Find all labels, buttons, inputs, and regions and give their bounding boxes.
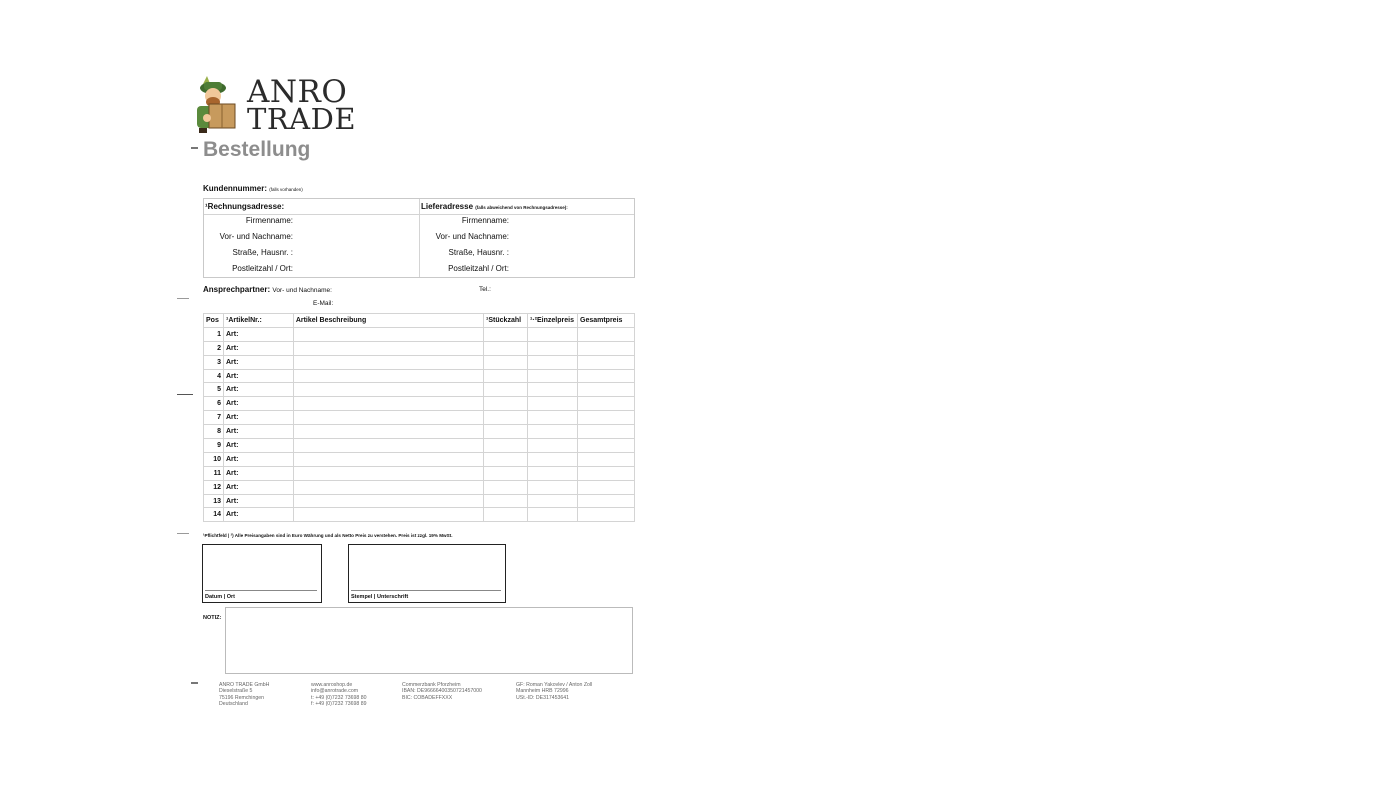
table-row (204, 452, 635, 466)
row-article-number[interactable]: Art: (223, 369, 293, 383)
contact-tel-label: Tel.: (479, 286, 491, 293)
row-unit-price[interactable] (528, 466, 578, 480)
row-total[interactable] (578, 341, 635, 355)
row-unit-price[interactable] (528, 355, 578, 369)
row-pos: 14 (204, 508, 224, 522)
row-total[interactable] (578, 494, 635, 508)
header-unit-price: ¹·²Einzelpreis (528, 314, 578, 328)
notes-field[interactable] (225, 607, 633, 674)
row-article-number[interactable]: Art: (223, 383, 293, 397)
billing-company-label: Firmenname: (245, 216, 293, 225)
header-total: Gesamtpreis (578, 314, 635, 328)
billing-street-label: Straße, Hausnr. : (232, 248, 293, 257)
table-row (204, 355, 635, 369)
table-row (204, 494, 635, 508)
row-unit-price[interactable] (528, 452, 578, 466)
row-total[interactable] (578, 466, 635, 480)
footer-contact: www.anroshop.de info@anrotrade.com t: +49 (0)7232 73698 80 f: +49 (0)7232 73698 89 (311, 682, 367, 708)
customer-number-note: (falls vorhanden) (269, 187, 303, 192)
date-place-label: Datum | Ort (205, 594, 235, 600)
row-unit-price[interactable] (528, 494, 578, 508)
row-unit-price[interactable] (528, 411, 578, 425)
row-description[interactable] (293, 494, 483, 508)
row-unit-price[interactable] (528, 341, 578, 355)
signature-line (205, 590, 317, 591)
row-quantity[interactable] (484, 369, 528, 383)
row-pos: 1 (204, 327, 224, 341)
delivery-heading (421, 202, 568, 211)
delivery-heading-note: (falls abweichend von Rechnungsadresse): (475, 205, 568, 210)
row-description[interactable] (293, 341, 483, 355)
row-total[interactable] (578, 327, 635, 341)
row-pos: 5 (204, 383, 224, 397)
row-quantity[interactable] (484, 341, 528, 355)
billing-heading: ¹Rechnungsadresse: (205, 202, 285, 211)
row-quantity[interactable] (484, 439, 528, 453)
delivery-postcode-label: Postleitzahl / Ort: (448, 264, 509, 273)
row-total[interactable] (578, 480, 635, 494)
row-unit-price[interactable] (528, 369, 578, 383)
row-article-number[interactable]: Art: (223, 452, 293, 466)
header-pos: Pos (204, 314, 224, 328)
table-row (204, 439, 635, 453)
row-article-number[interactable]: Art: (223, 466, 293, 480)
margin-tick (177, 298, 189, 299)
footer-registration: GF: Roman Yakovlev / Anton Zoll Mannheim HRB 72996 USt.-ID: DE317453641 (516, 682, 593, 701)
row-unit-price[interactable] (528, 425, 578, 439)
row-total[interactable] (578, 383, 635, 397)
row-total[interactable] (578, 508, 635, 522)
row-unit-price[interactable] (528, 397, 578, 411)
row-pos: 6 (204, 397, 224, 411)
row-total[interactable] (578, 369, 635, 383)
table-row (204, 411, 635, 425)
items-table (203, 313, 635, 522)
row-total[interactable] (578, 439, 635, 453)
footnote: ¹Pflichtfeld | ²) Alle Preisangaben sind in Euro Währung und als Netto Preis zu verstehen. Preis ist zzgl. 19% MwSt. (203, 533, 453, 538)
contact-name-label: Vor- und Nachname: (272, 287, 332, 294)
row-article-number[interactable]: Art: (223, 327, 293, 341)
divider (419, 199, 420, 277)
billing-name-label: Vor- und Nachname: (219, 232, 293, 241)
row-unit-price[interactable] (528, 480, 578, 494)
row-pos: 10 (204, 452, 224, 466)
table-row (204, 480, 635, 494)
logo-line1: ANRO (247, 74, 348, 110)
row-pos: 8 (204, 425, 224, 439)
row-unit-price[interactable] (528, 327, 578, 341)
row-pos: 9 (204, 439, 224, 453)
row-pos: 11 (204, 466, 224, 480)
row-quantity[interactable] (484, 480, 528, 494)
row-total[interactable] (578, 355, 635, 369)
row-description[interactable] (293, 369, 483, 383)
header-description: Artikel Beschreibung (293, 314, 483, 328)
header-article-number: ¹ArtikelNr.: (223, 314, 293, 328)
header-quantity: ¹Stückzahl (484, 314, 528, 328)
footer-bank: Commerzbank Pforzheim IBAN: DE96666400350721457000 BIC: COBADEFFXXX (402, 682, 482, 701)
row-pos: 7 (204, 411, 224, 425)
row-description[interactable] (293, 383, 483, 397)
row-description[interactable] (293, 355, 483, 369)
row-description[interactable] (293, 425, 483, 439)
page-title: Bestellung (203, 138, 311, 161)
notes-label: NOTIZ: (203, 615, 222, 621)
row-total[interactable] (578, 452, 635, 466)
contact-heading (203, 285, 332, 294)
row-description[interactable] (293, 439, 483, 453)
delivery-company-label: Firmenname: (461, 216, 509, 225)
row-article-number[interactable]: Art: (223, 397, 293, 411)
margin-tick (177, 533, 189, 534)
row-pos: 2 (204, 341, 224, 355)
table-header-row (204, 314, 635, 328)
row-pos: 13 (204, 494, 224, 508)
stamp-signature-label: Stempel | Unterschrift (351, 594, 409, 600)
row-quantity[interactable] (484, 466, 528, 480)
customer-number-text: Kundennummer: (203, 184, 267, 193)
delivery-heading-text: Lieferadresse (421, 202, 474, 211)
row-quantity[interactable] (484, 452, 528, 466)
row-description[interactable] (293, 411, 483, 425)
row-quantity[interactable] (484, 355, 528, 369)
row-description[interactable] (293, 508, 483, 522)
table-row (204, 383, 635, 397)
table-row (204, 327, 635, 341)
company-logo (193, 74, 357, 136)
row-pos: 4 (204, 369, 224, 383)
row-quantity[interactable] (484, 425, 528, 439)
margin-tick (177, 394, 193, 395)
row-article-number[interactable]: Art: (223, 494, 293, 508)
logo-line2: TRADE (247, 102, 357, 136)
margin-tick (191, 147, 198, 149)
delivery-street-label: Straße, Hausnr. : (448, 248, 509, 257)
row-quantity[interactable] (484, 383, 528, 397)
row-description[interactable] (293, 480, 483, 494)
table-row (204, 369, 635, 383)
table-row (204, 508, 635, 522)
table-row (204, 341, 635, 355)
contact-email-label: E-Mail: (313, 300, 334, 307)
row-total[interactable] (578, 411, 635, 425)
row-article-number[interactable]: Art: (223, 355, 293, 369)
table-row (204, 466, 635, 480)
row-description[interactable] (293, 397, 483, 411)
mascot-icon (193, 74, 249, 136)
row-total[interactable] (578, 425, 635, 439)
table-row (204, 425, 635, 439)
row-quantity[interactable] (484, 411, 528, 425)
row-unit-price[interactable] (528, 439, 578, 453)
row-article-number[interactable]: Art: (223, 341, 293, 355)
row-pos: 12 (204, 480, 224, 494)
customer-number-label (203, 184, 303, 193)
row-description[interactable] (293, 452, 483, 466)
contact-heading-text: Ansprechpartner: (203, 285, 271, 294)
delivery-name-label: Vor- und Nachname: (435, 232, 509, 241)
row-unit-price[interactable] (528, 383, 578, 397)
row-quantity[interactable] (484, 327, 528, 341)
date-place-box[interactable] (202, 544, 322, 603)
row-article-number[interactable]: Art: (223, 508, 293, 522)
row-total[interactable] (578, 397, 635, 411)
footer-company: ANRO TRADE GmbH Dieselstraße 5 75196 Remchingen Deutschland (219, 682, 270, 708)
row-article-number[interactable]: Art: (223, 425, 293, 439)
row-quantity[interactable] (484, 494, 528, 508)
row-quantity[interactable] (484, 397, 528, 411)
row-quantity[interactable] (484, 508, 528, 522)
margin-tick (191, 682, 198, 684)
billing-postcode-label: Postleitzahl / Ort: (232, 264, 293, 273)
signature-line (351, 590, 501, 591)
row-article-number[interactable]: Art: (223, 480, 293, 494)
row-pos: 3 (204, 355, 224, 369)
row-unit-price[interactable] (528, 508, 578, 522)
row-article-number[interactable]: Art: (223, 439, 293, 453)
stamp-signature-box[interactable] (348, 544, 506, 603)
row-description[interactable] (293, 327, 483, 341)
row-article-number[interactable]: Art: (223, 411, 293, 425)
row-description[interactable] (293, 466, 483, 480)
table-row (204, 397, 635, 411)
